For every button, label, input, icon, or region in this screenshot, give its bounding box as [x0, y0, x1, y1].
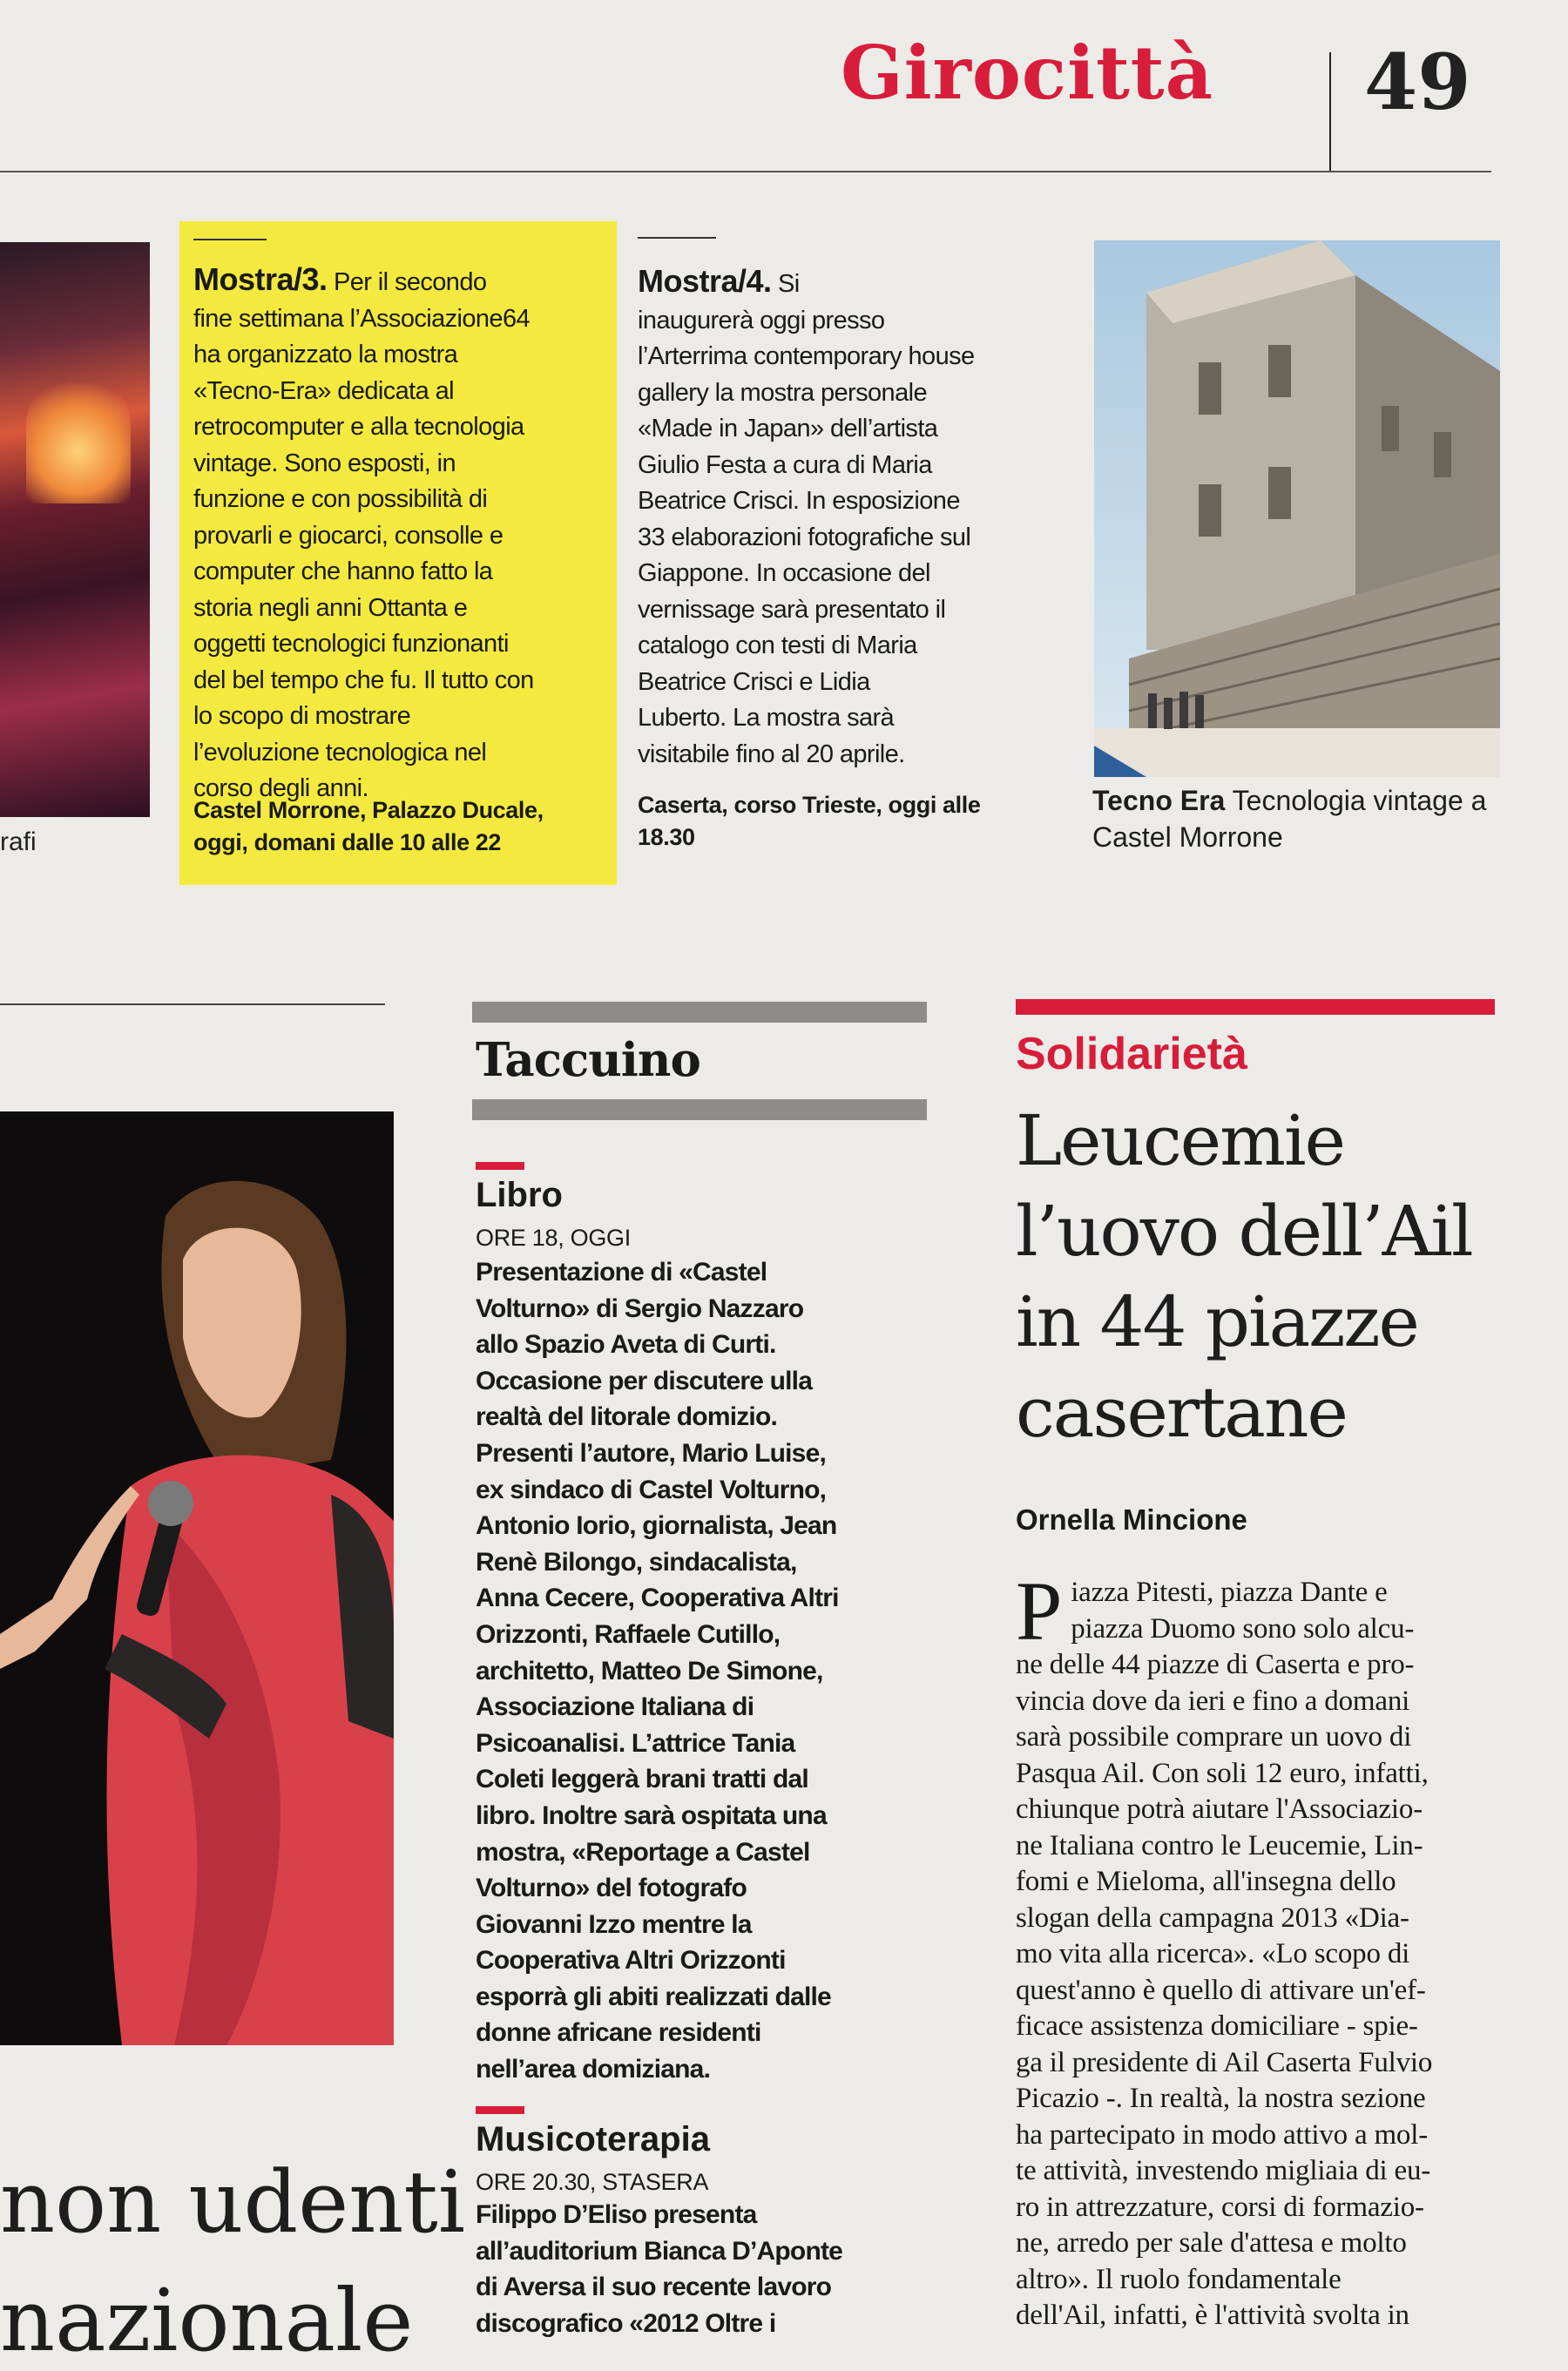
singer-photo	[0, 1111, 394, 2045]
libro-red-tick	[476, 1162, 524, 1170]
left-headline-fragment: non udenti	[0, 2153, 466, 2253]
left-column-rule	[0, 1003, 385, 1005]
event-photo-night	[0, 242, 150, 817]
libro-title: Libro	[476, 1176, 563, 1214]
palazzo-ducale-photo	[1094, 240, 1500, 777]
header-rule	[0, 171, 1491, 172]
photo-caption-bold: Tecno Era	[1092, 785, 1226, 816]
musicoterapia-body: Filippo D’Eliso presenta all’auditorium Bianca D’Aponte di Aversa il suo recente lavoro discografico «2012 Oltre i	[476, 2200, 843, 2338]
left-caption-fragment: rafi	[0, 827, 37, 856]
mostra4-location: Caserta, corso Trieste, oggi alle 18.30	[638, 792, 981, 850]
mostra3-rule	[193, 239, 267, 240]
taccuino-title: Taccuino	[476, 1033, 700, 1087]
singer-illustration	[0, 1111, 394, 2045]
musicoterapia-title: Musicoterapia	[476, 2120, 710, 2158]
musicoterapia-time: ORE 20.30, STASERA	[476, 2169, 709, 2195]
photo-caption-text: Tecnologia vintage a Castel Morrone	[1092, 785, 1487, 853]
left-headline-fragment: nazionale	[0, 2272, 414, 2371]
palazzo-ducale-illustration	[1094, 240, 1500, 777]
photo-caption	[1092, 782, 1502, 855]
mostra4-rule	[638, 237, 716, 239]
article-body: P iazza Pitesti, piazza Dante e piazza Duomo sono solo alcu- ne delle 44 piazze di Caserta e pro- vincia dove da ieri e fino a domani sarà possibile comprare un uovo di Pasqua Ail. Con soli 12 euro, infatti, chiunque potrà aiutare l'Associazio- ne Italiana contro le Leucemie, Lin- fomi e Mieloma, all'insegna dello slogan della campagna 2013 «Dia- mo vita alla ricerca». «Lo scopo di quest'anno è quello di attivare un'ef- ficace assistenza domiciliare - spie- ga il presidente di Ail Caserta Fulvio Picazio -. In realtà, la nostra sezione ha partecipato in modo attivo a mol- te attività, investendo migliaia di eu- ro in attrezzature, corsi di formazio- ne, arredo per sale d'attesa e molto altro». Il ruolo fondamentale dell'Ail, infatti, è l'attività svolta in	[1016, 1564, 1433, 2331]
mostra3-location: Castel Morrone, Palazzo Ducale, oggi, domani dalle 10 alle 22	[193, 797, 544, 855]
taccuino-bar-bottom	[472, 1099, 927, 1120]
mostra4-text: Mostra/4. Si inaugurerà oggi presso l’Arterrima contemporary house gallery la mostra personale «Made in Japan» dell’artista Giulio Festa a cura di Maria Beatrice Crisci. In esposizione 33 elaborazioni fotografiche sul Giappone. In occasione del vernissage sarà presentato il catalogo con testi di Maria Beatrice Crisci e Lidia Luberto. La mostra sarà visitabile fino al 20 aprile.	[638, 263, 975, 768]
musicoterapia-red-tick	[476, 2106, 524, 2114]
libro-time: ORE 18, OGGI	[476, 1225, 631, 1251]
mostra4-heading: Mostra/4.	[638, 263, 772, 299]
article-dropcap: P	[1016, 1564, 1063, 1658]
page-number: 49	[1364, 37, 1471, 127]
mostra3-heading: Mostra/3.	[193, 261, 328, 297]
libro-body: Presentazione di «Castel Volturno» di Sergio Nazzaro allo Spazio Aveta di Curti. Occasione per discutere ulla realtà del litorale domizio. Presenti l’autore, Mario Luise, ex sindaco di Castel Volturno, Antonio Iorio, giornalista, Jean Renè Bilongo, sindacalista, Anna Cecere, Cooperativa Altri Orizzonti, Raffaele Cutillo, architetto, Matteo De Simone, Associazione Italiana di Psicoanalisi. L’attrice Tania Coleti leggerà brani tratti dal libro. Inoltre sarà ospitata una mostra, «Reportage a Castel Volturno» del fotografo Giovanni Izzo mentre la Cooperativa Altri Orizzonti esporrà gli abiti realizzati dalle donne africane residenti nell’area domiziana.	[476, 1258, 839, 2084]
section-title: Girocittà	[841, 30, 1214, 116]
mostra3-text: Mostra/3. Per il secondo fine settimana l’Associazione64 ha organizzato la mostra «Tecno-Era» dedicata al retrocomputer e alla tecnologia vintage. Sono esposti, in funzione e con possibilità di provarli e giocarci, consolle e computer che hanno fatto la storia negli anni Ottanta e oggetti tecnologici funzionanti del bel tempo che fu. Il tutto con lo scopo di mostrare l’evoluzione tecnologica nel corso degli anni.	[193, 261, 534, 802]
article-kicker: Solidarietà	[1016, 1029, 1247, 1079]
article-red-bar	[1016, 999, 1495, 1015]
article-headline: Leucemie l’uovo dell’Ail in 44 piazze casertane	[1016, 1100, 1472, 1453]
header-separator	[1329, 52, 1331, 171]
article-byline: Ornella Mincione	[1016, 1503, 1247, 1536]
taccuino-bar-top	[472, 1002, 927, 1023]
